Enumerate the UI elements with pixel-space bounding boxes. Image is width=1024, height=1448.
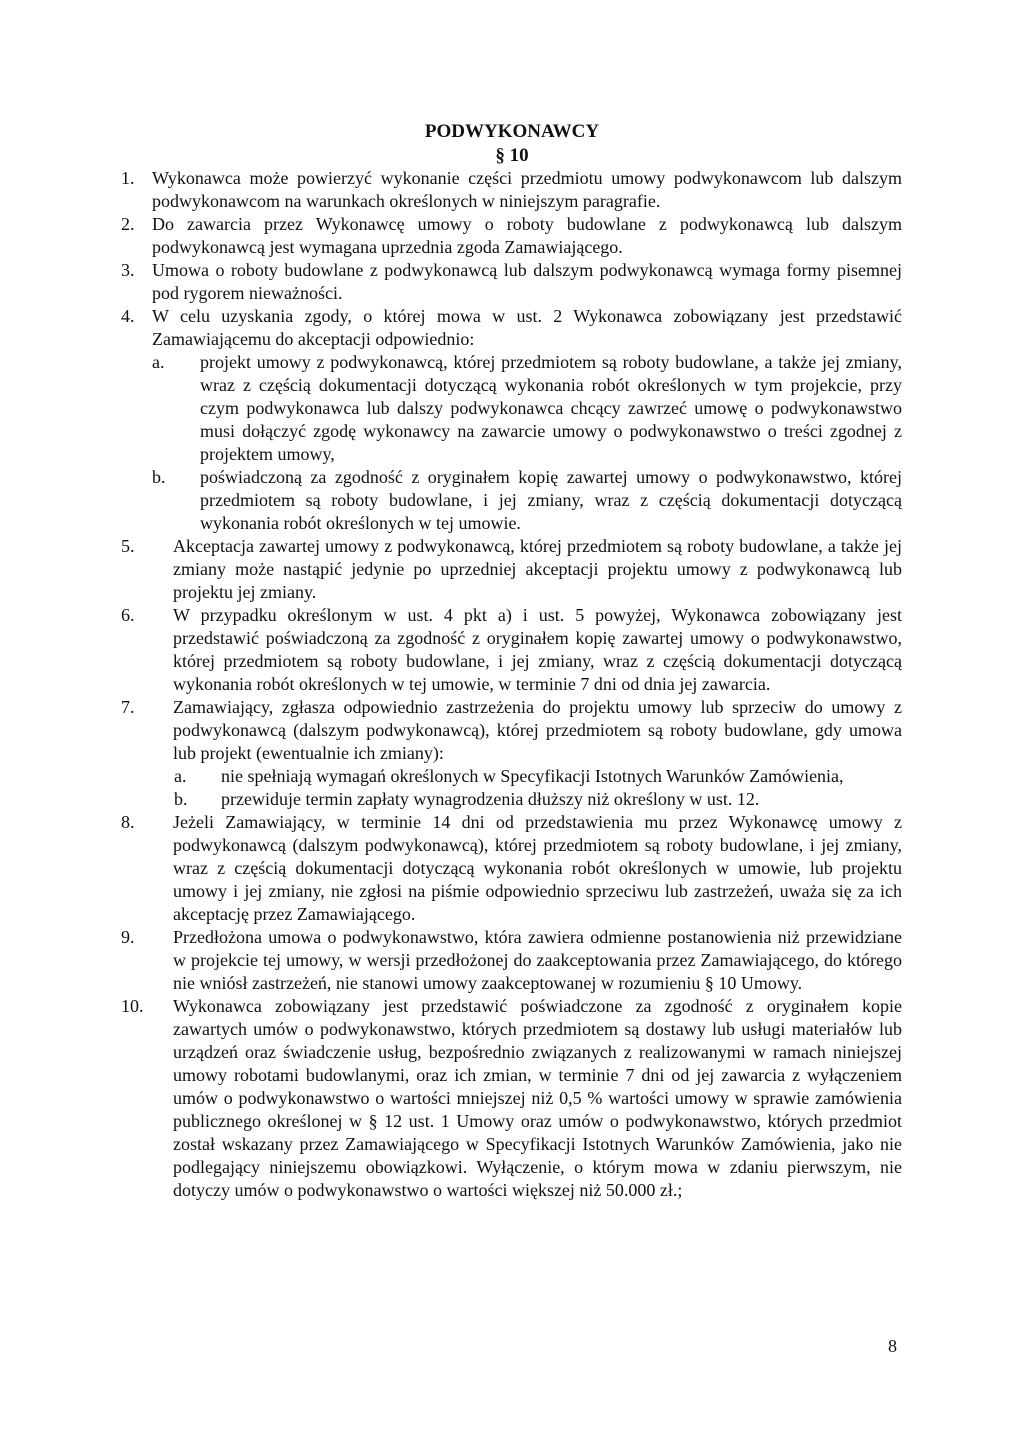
list-item: [121, 213, 902, 259]
list-item: [121, 167, 902, 213]
list-item: [121, 604, 902, 696]
sub-list-item: [152, 466, 902, 535]
list-item: [121, 995, 902, 1202]
item-text: Zamawiający, zgłasza odpowiednio zastrzeżenia do projektu umowy lub sprzeciw do umowy z podwykonawcą (dalszym podwykonawcą), której przedmiotem są roboty budowlane, gdy umowa lub projekt (ewentualnie ich zmiany):: [173, 697, 902, 763]
section-heading: PODWYKONAWCY: [424, 121, 600, 142]
sub-list-item: [174, 765, 902, 788]
item-text: nie spełniają wymagań określonych w Specyfikacji Istotnych Warunków Zamówienia,: [221, 766, 844, 786]
list-item: [121, 926, 902, 995]
item-text: projekt umowy z podwykonawcą, której przedmiotem są roboty budowlane, a także jej zmiany, wraz z częścią dokumentacji dotyczącą wykonania robót określonych w tym projekcie, przy czym podwykonawca lub dalszy podwykonawca chcący zawrzeć umowę o podwykonawstwo musi dołączyć zgodę wykonawcy na zawarcie umowy o podwykonawstwo o treści zgodnej z projektem umowy,: [200, 352, 902, 464]
item-letter: b.: [152, 467, 166, 487]
item-text: Do zawarcia przez Wykonawcę umowy o roboty budowlane z podwykonawcą lub dalszym podwykonawcą jest wymagana uprzednia zgoda Zamawiającego.: [152, 214, 902, 257]
item-letter: a.: [174, 766, 187, 786]
list-item: [121, 696, 902, 765]
item-text: Wykonawca może powierzyć wykonanie części przedmiotu umowy podwykonawcom lub dalszym podwykonawcom na warunkach określonych w niniejszym paragrafie.: [152, 168, 902, 211]
item-number: 4.: [121, 306, 135, 326]
item-number: 3.: [121, 260, 135, 280]
item-text: Akceptacja zawartej umowy z podwykonawcą, której przedmiotem są roboty budowlane, a także jej zmiany może nastąpić jedynie po uprzedniej akceptacji projektu umowy z podwykonawcą lub projektu jej zmiany.: [173, 536, 902, 602]
item-number: 8.: [121, 812, 135, 832]
sub-list-item: [174, 788, 902, 811]
document-body: [0, 167, 1024, 1202]
paragraph-mark: § 10: [495, 145, 529, 166]
item-number: 9.: [121, 927, 135, 947]
item-number: 5.: [121, 536, 135, 556]
list-item: [121, 305, 902, 351]
item-number: 7.: [121, 697, 135, 717]
page-number: 8: [888, 1336, 897, 1356]
list-item: [121, 259, 902, 305]
list-item: [121, 811, 902, 926]
item-text: Wykonawca zobowiązany jest przedstawić poświadczone za zgodność z oryginałem kopie zawartych umów o podwykonawstwo, których przedmiotem są dostawy lub usługi materiałów lub urządzeń oraz świadczenie usług, bezpośrednio związanych z realizowanymi w ramach niniejszej umowy robotami budowlanymi, oraz ich zmian, w terminie 7 dni od jej zawarcia z wyłączeniem umów o podwykonawstwo o wartości mniejszej niż 0,5 % wartości umowy w sprawie zamówienia publicznego określonej w § 12 ust. 1 Umowy oraz umów o podwykonawstwo, których przedmiot został wskazany przez Zamawiającego w Specyfikacji Istotnych Warunków Zamówienia, jako nie podlegający niniejszemu obowiązkowi. Wyłączenie, o którym mowa w zdaniu pierwszym, nie dotyczy umów o podwykonawstwo o wartości większej niż 50.000 zł.;: [173, 996, 902, 1200]
sub-list-item: [152, 351, 902, 466]
item-text: W celu uzyskania zgody, o której mowa w ust. 2 Wykonawca zobowiązany jest przedstawić Zamawiającemu do akceptacji odpowiednio:: [152, 306, 902, 349]
item-number: 10.: [121, 996, 144, 1016]
item-text: przewiduje termin zapłaty wynagrodzenia dłuższy niż określony w ust. 12.: [221, 789, 760, 809]
item-number: 1.: [121, 168, 135, 188]
item-text: poświadczoną za zgodność z oryginałem kopię zawartej umowy o podwykonawstwo, której przedmiotem są roboty budowlane, i jej zmiany, wraz z częścią dokumentacji dotyczącą wykonania robót określonych w tej umowie.: [200, 467, 902, 533]
item-letter: b.: [174, 789, 188, 809]
list-item: [121, 535, 902, 604]
item-number: 2.: [121, 214, 135, 234]
item-letter: a.: [152, 352, 165, 372]
item-text: Jeżeli Zamawiający, w terminie 14 dni od przedstawienia mu przez Wykonawcę umowy z podwykonawcą (dalszym podwykonawcą), której przedmiotem są roboty budowlane, i jej zmiany, wraz z częścią dokumentacji dotyczącą wykonania robót określonych w umowie, lub projektu umowy i jej zmiany, nie zgłosi na piśmie odpowiednio sprzeciwu lub zastrzeżeń, uważa się za ich akceptację przez Zamawiającego.: [173, 812, 902, 924]
item-text: Umowa o roboty budowlane z podwykonawcą lub dalszym podwykonawcą wymaga formy pisemnej pod rygorem nieważności.: [152, 260, 902, 303]
item-number: 6.: [121, 605, 135, 625]
item-text: Przedłożona umowa o podwykonawstwo, która zawiera odmienne postanowienia niż przewidziane w projekcie tej umowy, w wersji przedłożonej do zaakceptowania przez Zamawiającego, do którego nie wniósł zastrzeżeń, nie stanowi umowy zaakceptowanej w rozumieniu § 10 Umowy.: [173, 927, 902, 993]
item-text: W przypadku określonym w ust. 4 pkt a) i ust. 5 powyżej, Wykonawca zobowiązany jest przedstawić poświadczoną za zgodność z oryginałem kopię zawartej umowy o podwykonawstwo, której przedmiotem są roboty budowlane, i jej zmiany, wraz z częścią dokumentacji dotyczącą wykonania robót określonych w tej umowie, w terminie 7 dni od dnia jej zawarcia.: [173, 605, 902, 694]
